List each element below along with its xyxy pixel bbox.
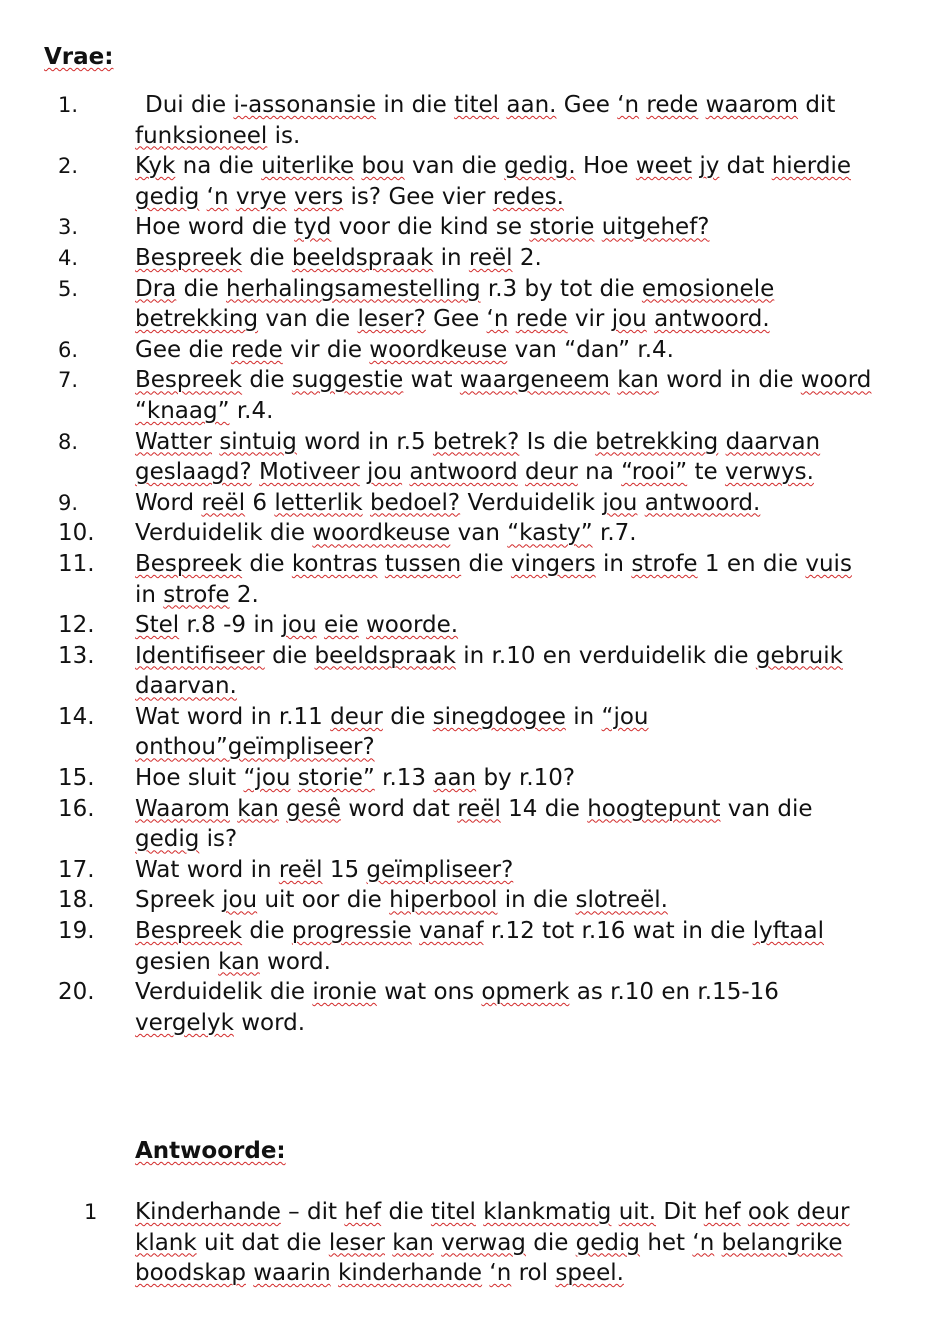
question-number: 20. [58,979,95,1006]
question-item [0,977,937,1038]
question-text: Wat word in reël 15 geïmpliseer? [135,856,514,883]
question-text: Bespreek die progressie vanaf r.12 tot r.16 wat in die lyftaal gesien kan word. [135,918,825,975]
questions-heading: Vrae: [44,44,114,70]
question-number: 9. [58,490,79,515]
question-text: Waarom kan gesê word dat reël 14 die hoogtepunt van die gedig is? [135,795,813,853]
question-item [0,702,937,763]
question-number: 18. [58,887,95,914]
question-item [0,763,937,794]
question-number: 12. [58,612,95,639]
question-number: 14. [58,703,95,730]
question-text: Bespreek die suggestie wat waargeneem kan word in die woord “knaag” r.4. [135,367,872,424]
question-item [0,151,937,212]
question-number: 5. [58,276,79,301]
question-number: 2. [58,154,79,179]
question-number: 1. [58,93,79,117]
question-text: Kyk na die uiterlike bou van die gedig. Hoe weet jy dat hierdie gedig ‘n vrye vers is? Gee vier redes. [135,153,851,210]
question-item [0,243,937,274]
question-text: Spreek jou uit oor die hiperbool in die slotreël. [135,887,668,914]
question-text: Identifiseer die beeldspraak in r.10 en verduidelik die gebruik daarvan. [135,642,843,700]
question-item [0,549,937,610]
question-text: Hoe sluit “jou storie” r.13 aan by r.10? [135,765,576,792]
question-text: Wat word in r.11 deur die sinegdogee in “jou onthou”geïmpliseer? [135,703,649,761]
questions-list [0,90,937,1038]
question-item [0,641,937,702]
question-item [0,212,937,243]
answer-text: Kinderhande – dit hef die titel klankmatig uit. Dit hef ook deur klank uit dat die leser kan verwag die gedig het ‘n belangrike boodskap waarin kinderhande ‘n rol speel. [135,1199,850,1287]
question-item [0,90,937,151]
question-text: Dra die herhalingsamestelling r.3 by tot die emosionele betrekking van die leser? Gee ‘n rede vir jou antwoord. [135,275,775,333]
question-text: Stel r.8 -9 in jou eie woorde. [135,612,459,639]
question-number: 6. [58,337,79,362]
answer-number: 1 [84,1200,98,1224]
question-number: 16. [58,795,95,822]
answers-list [0,1197,937,1289]
question-text: Hoe word die tyd voor die kind se storie uitgehef? [135,214,710,241]
question-number: 8. [58,429,79,454]
question-text: Bespreek die beeldspraak in reël 2. [135,244,542,271]
question-number: 10. [58,520,95,547]
answer-item [0,1197,937,1289]
question-number: 17. [58,856,95,883]
question-text: Gee die rede vir die woordkeuse van “dan” r.4. [135,336,674,363]
question-item [0,885,937,916]
question-text: Verduidelik die ironie wat ons opmerk as r.10 en r.15-16 vergelyk word. [135,979,779,1036]
question-text: Dui die i-assonansie in die titel aan. Gee ‘n rede waarom dit funksioneel is. [135,92,836,149]
question-text: Verduidelik die woordkeuse van “kasty” r.7. [135,520,637,547]
question-item [0,916,937,977]
question-number: 7. [58,368,79,393]
question-item [0,274,937,335]
question-item [0,610,937,641]
question-number: 13. [58,642,95,669]
question-number: 4. [58,245,79,270]
question-item [0,855,937,886]
question-number: 3. [58,215,79,240]
question-item [0,488,937,519]
question-number: 11. [58,550,95,577]
question-number: 19. [58,918,95,945]
question-text: Bespreek die kontras tussen die vingers in strofe 1 en die vuis in strofe 2. [135,550,852,608]
question-number: 15. [58,765,95,792]
question-item [0,427,937,488]
question-item [0,335,937,366]
question-item [0,518,937,549]
question-text: Watter sintuig word in r.5 betrek? Is die betrekking daarvan geslaagd? Motiveer jou antwoord deur na “rooi” te verwys. [135,428,821,486]
question-item [0,365,937,426]
answers-heading: Antwoorde: [135,1138,286,1164]
question-text: Word reël 6 letterlik bedoel? Verduidelik jou antwoord. [135,489,761,516]
question-item [0,794,937,855]
